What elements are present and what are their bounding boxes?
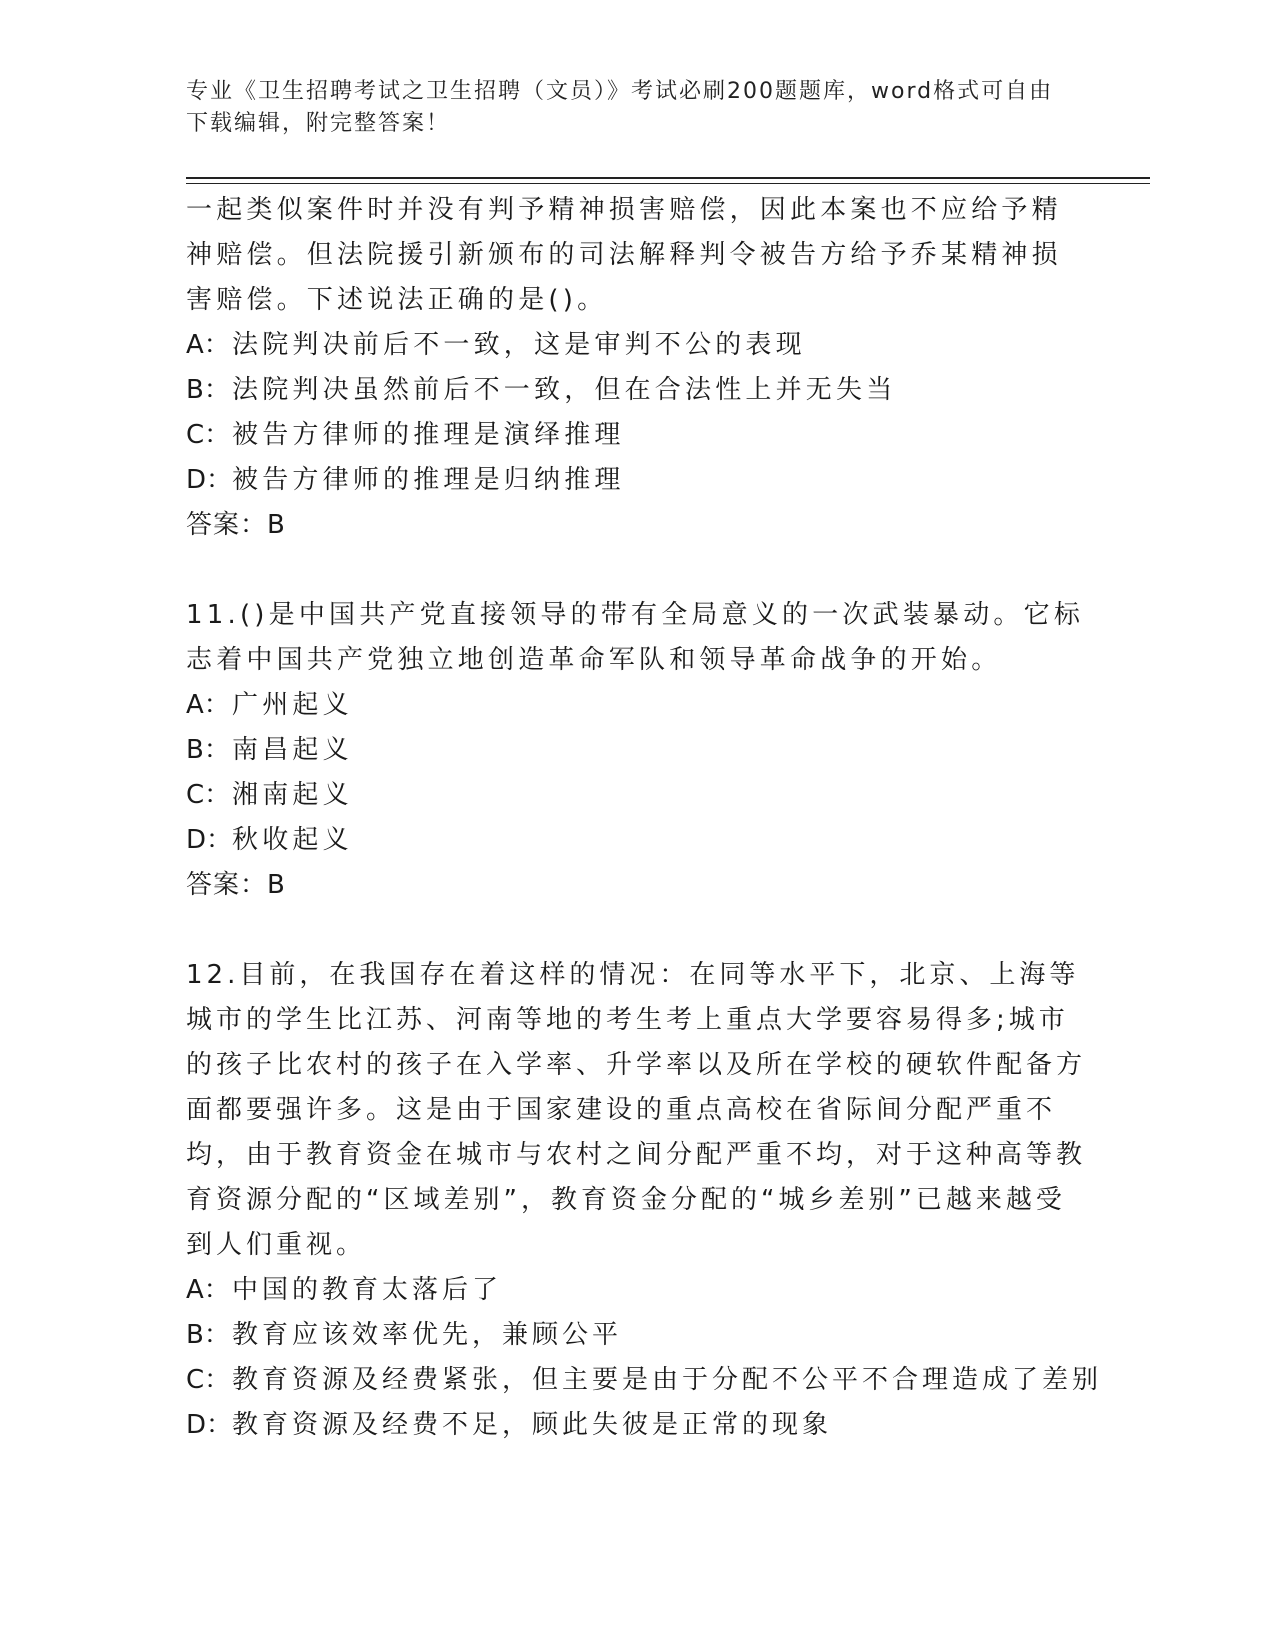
option-label: D： [186,465,233,495]
option-label: B： [186,1320,230,1350]
option-label: C： [186,420,231,450]
option-c [186,773,1086,818]
question-12 [186,953,1103,1448]
option-text: 教育应该效率优先，兼顾公平 [232,1320,623,1350]
option-b [186,728,1086,773]
option-text: 广州起义 [232,690,353,720]
option-label: A： [186,690,230,720]
option-c [186,1358,1103,1403]
option-text: 湘南起义 [232,780,353,810]
option-d [186,458,1086,503]
option-label: D： [186,825,233,855]
option-text: 南昌起义 [232,735,353,765]
option-label: B： [186,375,230,405]
option-c [186,413,1086,458]
option-b [186,368,1086,413]
question-list [186,188,1103,1448]
spacer [186,548,1086,593]
option-label: A： [186,330,230,360]
answer-line: 答案：B [186,510,286,540]
question-stem: 一起类似案件时并没有判予精神损害赔偿，因此本案也不应给予精神赔偿。但法院援引新颁布的司法解释判令被告方给予乔某精神损害赔偿。下述说法正确的是()。 [186,195,1062,315]
question-stem: 11.()是中国共产党直接领导的带有全局意义的一次武装暴动。它标志着中国共产党独立地创造革命军队和领导革命战争的开始。 [186,600,1085,675]
answer-line: 答案：B [186,870,286,900]
question-11 [186,593,1086,908]
option-text: 中国的教育太落后了 [232,1275,503,1305]
option-text: 法院判决前后不一致，这是审判不公的表现 [232,330,806,360]
option-label: C： [186,780,231,810]
page-header-title: 专业《卫生招聘考试之卫生招聘（文员）》考试必刷200题题库，word格式可自由下载编辑，附完整答案！ [186,79,1054,136]
option-text: 被告方律师的推理是演绎推理 [232,420,625,450]
option-text: 秋收起义 [232,825,353,855]
option-b [186,1313,1086,1358]
option-text: 教育资源及经费紧张，但主要是由于分配不公平不合理造成了差别 [232,1365,1103,1395]
option-a [186,323,1086,368]
question-stem: 12.目前，在我国存在着这样的情况：在同等水平下，北京、上海等城市的学生比江苏、河南等地的考生考上重点大学要容易得多;城市的孩子比农村的孩子在入学率、升学率以及所在学校的硬软件配备方面都要强许多。这是由于国家建设的重点高校在省际间分配严重不均，由于教育资金在城市与农村之间分配严重不均，对于这种高等教育资源分配的“区域差别”，教育资金分配的“城乡差别”已越来越受到人们重视。 [186,960,1087,1260]
option-label: C： [186,1365,231,1395]
header-divider-thick [186,177,1150,179]
option-label: D： [186,1410,233,1440]
option-d [186,818,1086,863]
option-label: B： [186,735,230,765]
option-text: 教育资源及经费不足，顾此失彼是正常的现象 [232,1410,833,1440]
option-text: 法院判决虽然前后不一致，但在合法性上并无失当 [232,375,897,405]
option-d [186,1403,1086,1448]
option-a [186,683,1086,728]
option-a [186,1268,1086,1313]
spacer [186,908,1086,953]
header-divider-thin [186,183,1150,184]
option-label: A： [186,1275,230,1305]
question-10-continued [186,188,1086,548]
option-text: 被告方律师的推理是归纳推理 [232,465,625,495]
